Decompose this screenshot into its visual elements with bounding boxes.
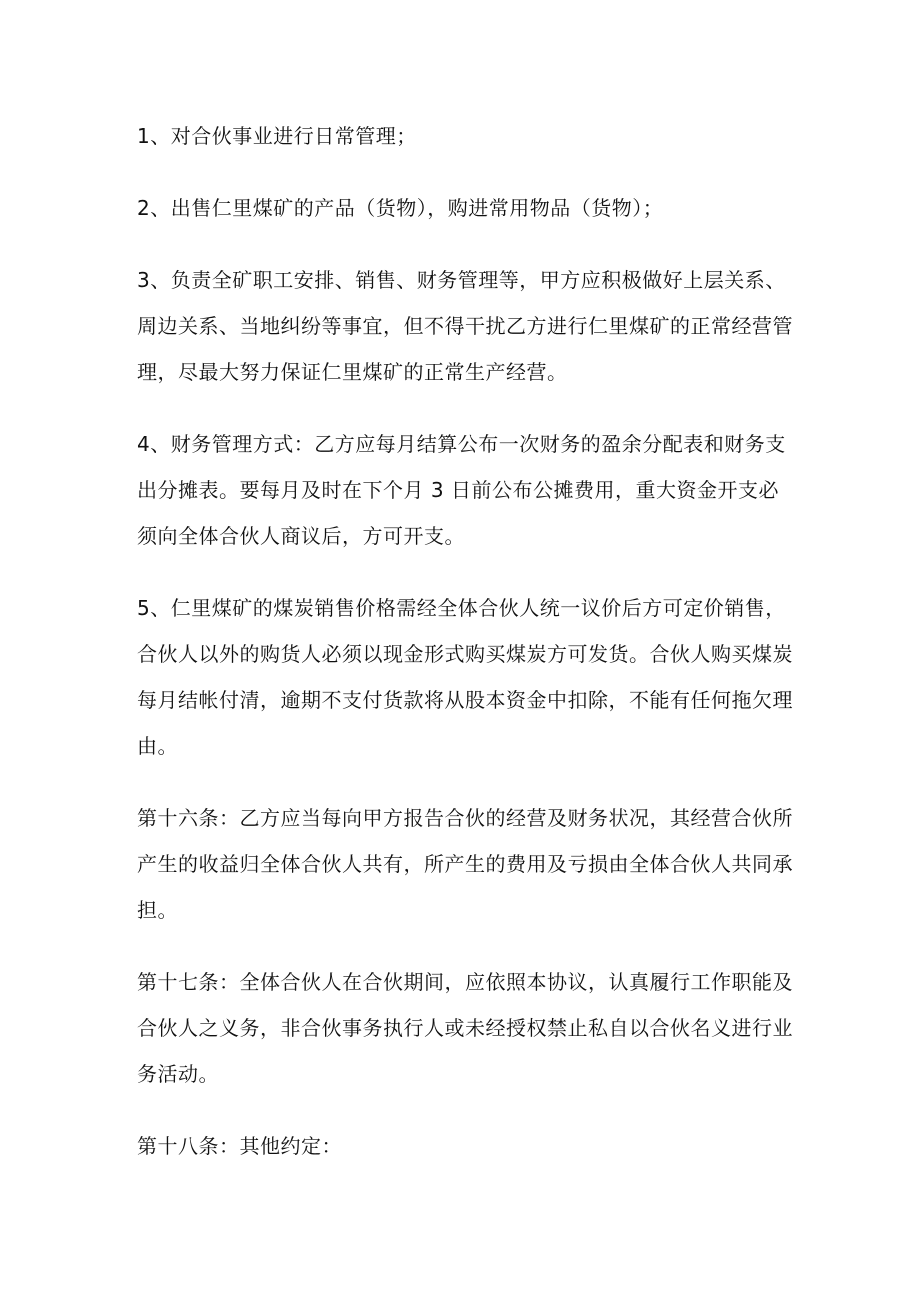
document-body: [137, 113, 797, 1195]
article-16: 第十六条：乙方应当每向甲方报告合伙的经营及财务状况，其经营合伙所产生的收益归全体合伙人共有，所产生的费用及亏损由全体合伙人共同承担。: [137, 806, 793, 922]
clause-item-3: 3、负责全矿职工安排、销售、财务管理等，甲方应积极做好上层关系、周边关系、当地纠纷等事宜，但不得干扰乙方进行仁里煤矿的正常经营管理，尽最大努力保证仁里煤矿的正常生产经营。: [137, 268, 793, 384]
clause-item-1: 1、对合伙事业进行日常管理；: [137, 124, 417, 148]
clause-item-2: 2、出售仁里煤矿的产品（货物），购进常用物品（货物）；: [137, 196, 664, 220]
article-18: 第十八条：其他约定：: [137, 1134, 342, 1158]
article-17: 第十七条：全体合伙人在合伙期间，应依照本协议，认真履行工作职能及合伙人之义务，非合伙事务执行人或未经授权禁止私自以合伙名义进行业务活动。: [137, 970, 793, 1086]
clause-item-4: 4、财务管理方式：乙方应每月结算公布一次财务的盈余分配表和财务支出分摊表。要每月及时在下个月 3 日前公布公摊费用，重大资金开支必须向全体合伙人商议后，方可开支。: [137, 432, 786, 548]
clause-item-5: 5、仁里煤矿的煤炭销售价格需经全体合伙人统一议价后方可定价销售，合伙人以外的购货人必须以现金形式购买煤炭方可发货。合伙人购买煤炭每月结帐付清，逾期不支付货款将从股本资金中扣除，不能有任何拖欠理由。: [137, 596, 793, 758]
